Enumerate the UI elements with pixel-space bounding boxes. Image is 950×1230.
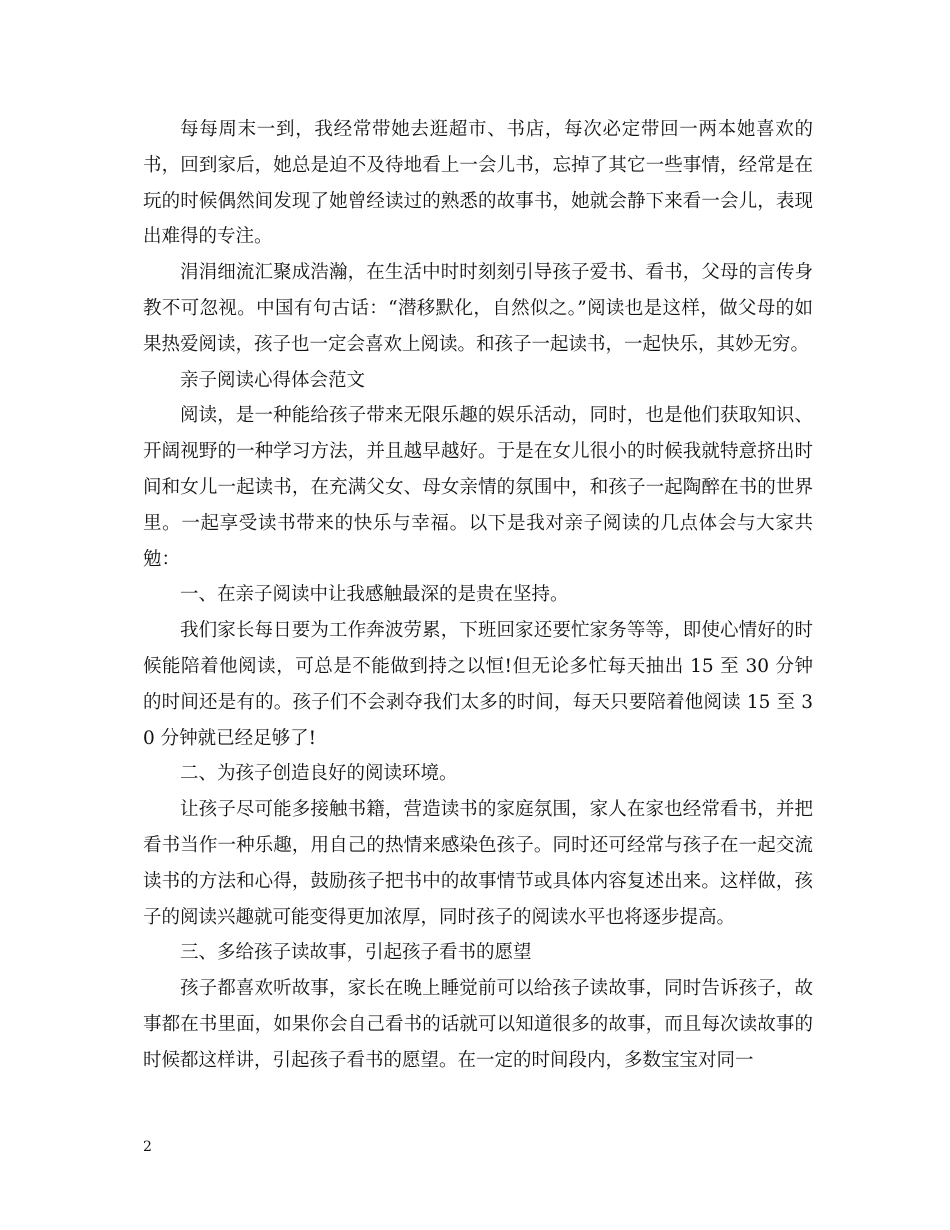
document-body [143, 112, 813, 1079]
point-two-heading: 二、为孩子创造良好的阅读环境。 [180, 763, 458, 785]
paragraph-parent-example: 涓涓细流汇聚成浩瀚，在生活中时时刻刻引导孩子爱书、看书，父母的言传身教不可忽视。中国有句古话：“潜移默化，自然似之。”阅读也是这样，做父母的如果热爱阅读，孩子也一定会喜欢上阅读。和孩子一起读书，一起快乐，其妙无穷。 [143, 262, 813, 355]
paragraph-reading-intro: 阅读，是一种能给孩子带来无限乐趣的娱乐活动，同时，也是他们获取知识、开阔视野的一种学习方法，并且越早越好。于是在女儿很小的时候我就特意挤出时间和女儿一起读书，在充满父女、母女亲情的氛围中，和孩子一起陶醉在书的世界里。一起享受读书带来的快乐与幸福。以下是我对亲子阅读的几点体会与大家共勉： [143, 405, 813, 570]
point-three-heading: 三、多给孩子读故事，引起孩子看书的愿望 [180, 942, 532, 964]
page-number: 2 [143, 1139, 152, 1155]
paragraph-persistence: 我们家长每日要为工作奔波劳累，下班回家还要忙家务等等，即使心情好的时候能陪着他阅读，可总是不能做到持之以恒!但无论多忙每天抽出 15 至 30 分钟的时间还是有的。孩子们不会剥夺我们太多的时间，每天只要陪着他阅读 15 至 30 分钟就已经足够了! [143, 620, 813, 749]
paragraph-storytelling: 孩子都喜欢听故事，家长在晚上睡觉前可以给孩子读故事，同时告诉孩子，故事都在书里面，如果你会自己看书的话就可以知道很多的故事，而且每次读故事的时候都这样讲，引起孩子看书的愿望。在一定的时间段内，多数宝宝对同一 [143, 978, 813, 1071]
section-title: 亲子阅读心得体会范文 [180, 369, 366, 391]
paragraph-weekend-bookstore: 每每周末一到，我经常带她去逛超市、书店，每次必定带回一两本她喜欢的书，回到家后，她总是迫不及待地看上一会儿书，忘掉了其它一些事情，经常是在玩的时候偶然间发现了她曾经读过的熟悉的故事书，她就会静下来看一会儿，表现出难得的专注。 [143, 119, 813, 248]
point-one-heading: 一、在亲子阅读中让我感触最深的是贵在坚持。 [180, 584, 569, 606]
paragraph-environment: 让孩子尽可能多接触书籍，营造读书的家庭氛围，家人在家也经常看书，并把看书当作一种乐趣，用自己的热情来感染色孩子。同时还可经常与孩子在一起交流读书的方法和心得，鼓励孩子把书中的故事情节或具体内容复述出来。这样做，孩子的阅读兴趣就可能变得更加浓厚，同时孩子的阅读水平也将逐步提高。 [143, 799, 813, 928]
